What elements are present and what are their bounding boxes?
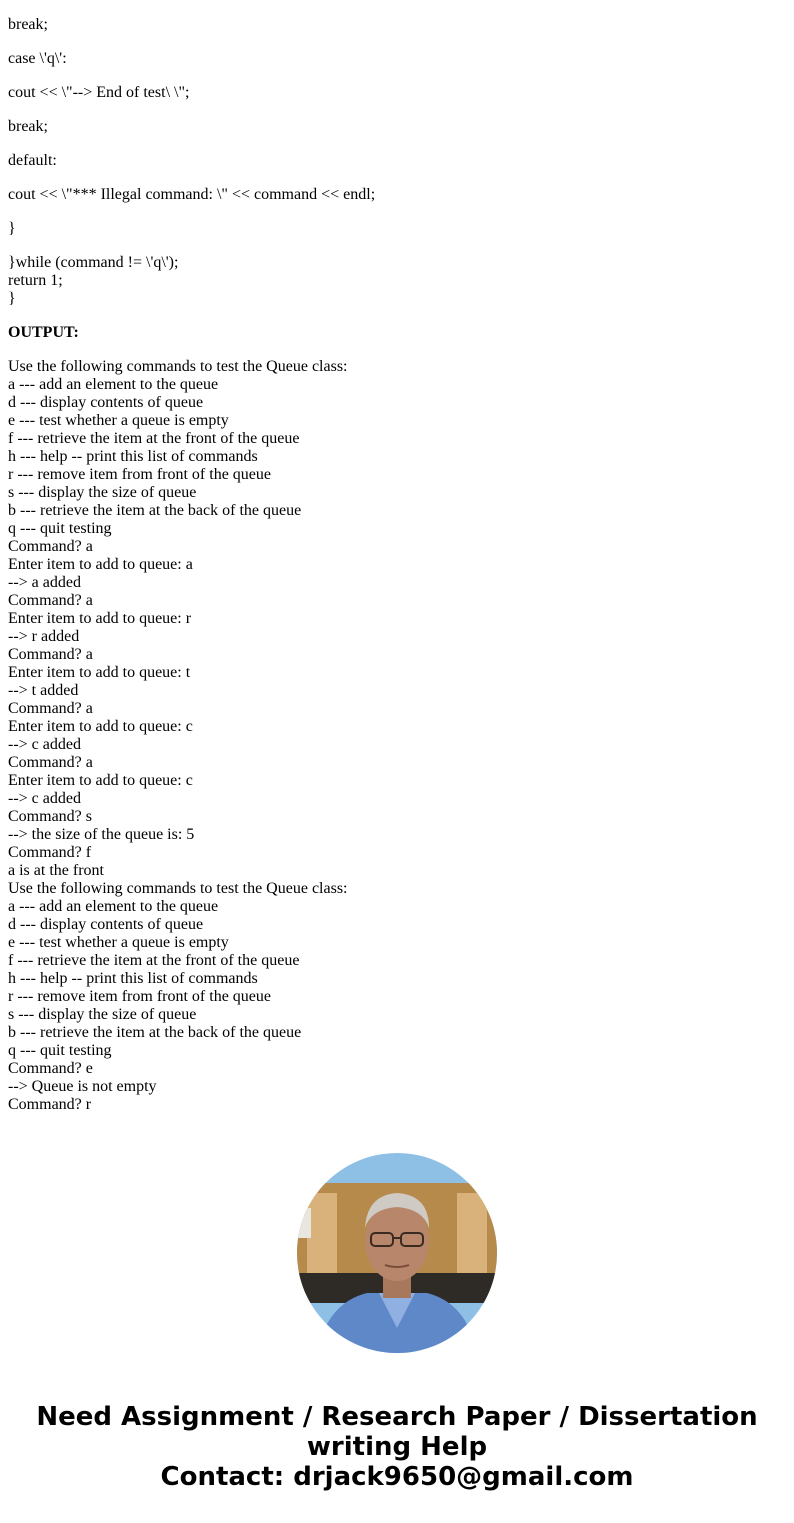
output-line: --> Queue is not empty (8, 1078, 157, 1095)
output-line: --> c added (8, 736, 81, 753)
output-line: h --- help -- print this list of commands (8, 970, 258, 987)
output-line: s --- display the size of queue (8, 1006, 197, 1023)
footer-line-1: Need Assignment / Research Paper / Dissertation (36, 1402, 758, 1432)
output-line: --> c added (8, 790, 81, 807)
output-line: Enter item to add to queue: r (8, 610, 192, 627)
output-line: q --- quit testing (8, 1042, 112, 1059)
output-line: a --- add an element to the queue (8, 898, 219, 915)
footer-contact: Contact: drjack9650@gmail.com (160, 1462, 634, 1492)
code-line: cout << \"--> End of test\ \"; (8, 84, 190, 101)
output-line: --> a added (8, 574, 81, 591)
code-listing (8, 0, 786, 238)
code-line: break; (8, 118, 48, 135)
code-line: case \'q\': (8, 50, 67, 67)
code-line: return 1; (8, 272, 63, 289)
code-line: default: (8, 152, 57, 169)
output-line: f --- retrieve the item at the front of the queue (8, 430, 300, 447)
output-line: Command? e (8, 1060, 93, 1077)
author-portrait-image (297, 1153, 497, 1353)
output-line: d --- display contents of queue (8, 394, 204, 411)
output-line: q --- quit testing (8, 520, 112, 537)
output-line: Command? f (8, 844, 92, 861)
code-listing-tail (8, 254, 786, 308)
document-content (8, 0, 786, 1114)
output-heading: OUTPUT: (8, 324, 79, 341)
code-line: } (8, 290, 16, 307)
output-line: Use the following commands to test the Queue class: (8, 880, 348, 897)
output-line: s --- display the size of queue (8, 484, 197, 501)
output-line: h --- help -- print this list of commands (8, 448, 258, 465)
output-line: Enter item to add to queue: t (8, 664, 191, 681)
output-line: Command? a (8, 538, 93, 555)
output-line: r --- remove item from front of the queue (8, 466, 272, 483)
output-line: Command? a (8, 592, 93, 609)
footer-promo (0, 1402, 794, 1492)
output-line: Enter item to add to queue: a (8, 556, 193, 573)
output-line: Enter item to add to queue: c (8, 772, 193, 789)
output-line: --> t added (8, 682, 79, 699)
output-line: b --- retrieve the item at the back of the queue (8, 1024, 302, 1041)
output-line: Command? r (8, 1096, 92, 1113)
author-avatar (297, 1153, 497, 1353)
output-line: Command? s (8, 808, 92, 825)
code-line: }while (command != \'q\'); (8, 254, 179, 271)
output-line: --> r added (8, 628, 80, 645)
output-line: e --- test whether a queue is empty (8, 412, 229, 429)
output-line: a --- add an element to the queue (8, 376, 219, 393)
output-line: f --- retrieve the item at the front of the queue (8, 952, 300, 969)
output-line: d --- display contents of queue (8, 916, 204, 933)
output-line: --> the size of the queue is: 5 (8, 826, 195, 843)
code-line: cout << \"*** Illegal command: \" << command << endl; (8, 186, 376, 203)
output-line: Enter item to add to queue: c (8, 718, 193, 735)
output-line: Use the following commands to test the Queue class: (8, 358, 348, 375)
output-line: Command? a (8, 754, 93, 771)
output-line: r --- remove item from front of the queue (8, 988, 272, 1005)
program-output (8, 358, 786, 1114)
code-line: } (8, 220, 16, 237)
output-line: e --- test whether a queue is empty (8, 934, 229, 951)
output-line: Command? a (8, 646, 93, 663)
code-line: break; (8, 16, 48, 33)
footer-line-2: writing Help (306, 1432, 488, 1462)
output-line: a is at the front (8, 862, 104, 879)
output-line: Command? a (8, 700, 93, 717)
output-line: b --- retrieve the item at the back of the queue (8, 502, 302, 519)
